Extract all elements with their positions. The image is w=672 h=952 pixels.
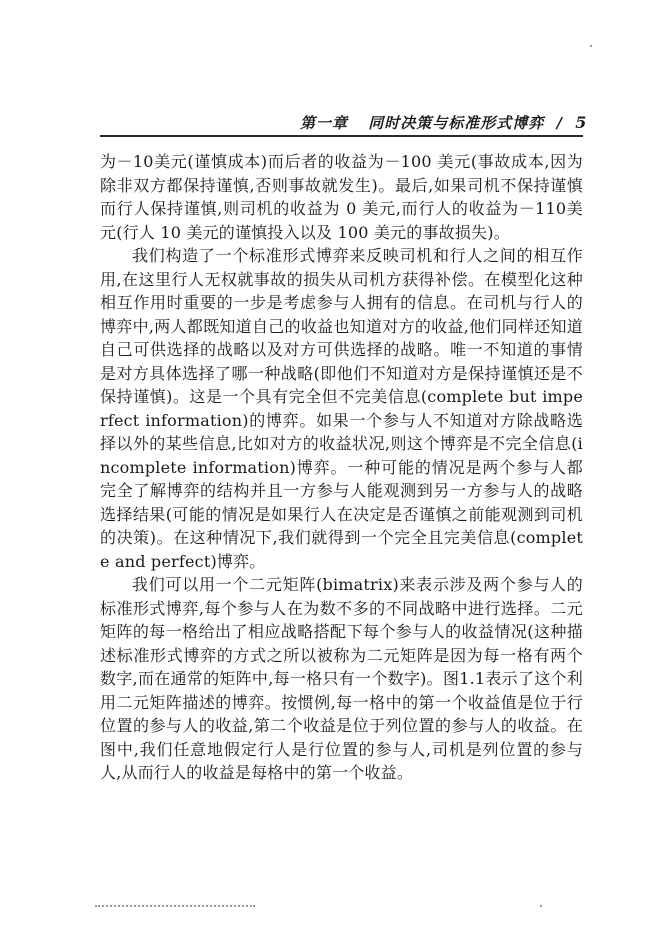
chapter-label: 第一章 [300,114,349,132]
header-separator: / [556,114,563,132]
header-rule [100,135,583,137]
paragraph-2: 我们构造了一个标准形式博弈来反映司机和行人之间的相互作用,在这里行人无权就事故的损失从司机方获得补偿。在模型化这种相互作用时重要的一步是考虑参与人拥有的信息。在司机与行人的博弈中,两人都既知道自己的收益也知道对方的收益,他们同样还知道自己可供选择的战略以及对方可供选择的战略。唯一不知道的事情是对方具体选择了哪一种战略(即他们不知道对方是保持谨慎还是不保持谨慎)。这是一个具有完全但不完美信息(complete but imperfect information)的博弈。如果一个参与人不知道对方除战略选择以外的某些信息,比如对方的收益状况,则这个博弈是不完全信息(incomplete information)博弈。一种可能的情况是两个参与人都完全了解博弈的结构并且一方参与人能观测到另一方参与人的战略选择结果(可能的情况是如果行人在决定是否谨慎之前能观测到司机的决策)。在这种情况下,我们就得到一个完全且完美信息(complete and perfect)博弈。 [100,246,583,571]
body-text [100,150,583,785]
chapter-title: 同时决策与标准形式博弈 [368,114,545,132]
scan-speck [590,45,592,47]
scan-artifact [95,905,255,907]
scan-speck [540,905,542,907]
paragraph-1: 为－10美元(谨慎成本)而后者的收益为－100 美元(事故成本,因为除非双方都保持谨慎,否则事故就发生)。最后,如果司机不保持谨慎而行人保持谨慎,则司机的收益为 0 美元,而行人的收益为－110美元(行人 10 美元的谨慎投入以及 100 美元的事故损失)。 [100,152,583,242]
paragraph-3: 我们可以用一个二元矩阵(bimatrix)来表示涉及两个参与人的标准形式博弈,每个参与人在为数不多的不同战略中进行选择。二元矩阵的每一格给出了相应战略搭配下每个参与人的收益情况(这种描述标准形式博弈的方式之所以被称为二元矩阵是因为每一格有两个数字,而在通常的矩阵中,每一格只有一个数字)。图1.1表示了这个利用二元矩阵描述的博弈。按惯例,每一格中的第一个收益值是位于行位置的参与人的收益,第二个收益是位于列位置的参与人的收益。在图中,我们任意地假定行人是行位置的参与人,司机是列位置的参与人,从而行人的收益是每格中的第一个收益。 [100,575,583,782]
running-header [300,112,588,134]
page-number: 5 [575,113,588,132]
